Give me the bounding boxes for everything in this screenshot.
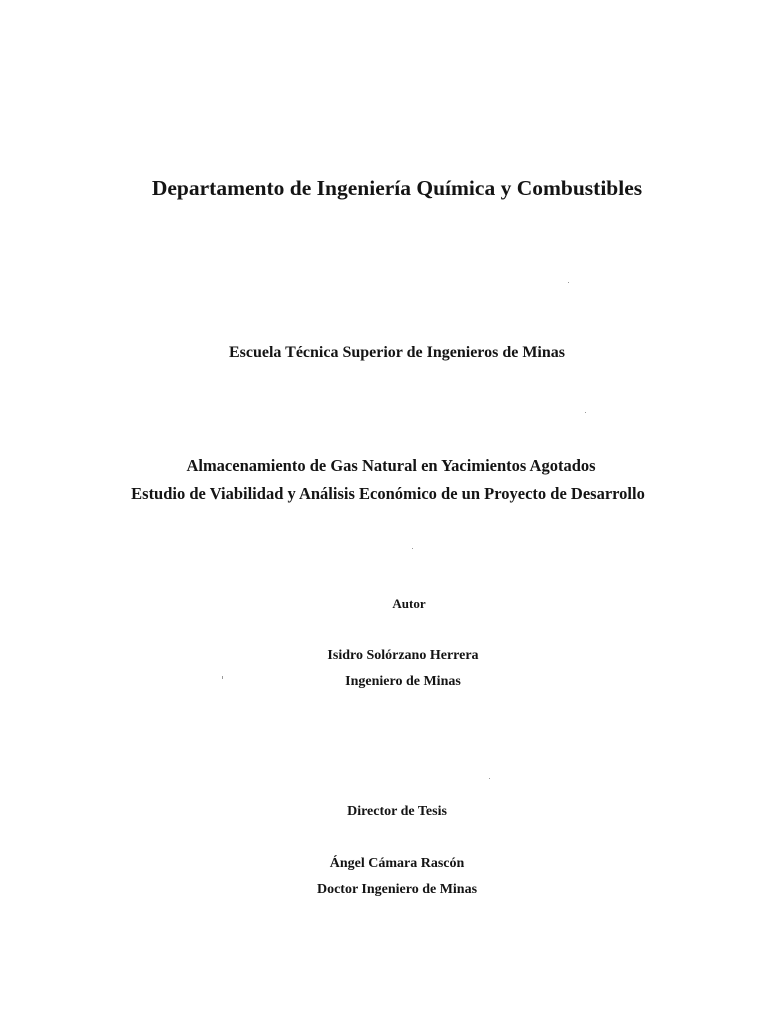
scan-speck	[222, 676, 223, 679]
school-heading: Escuela Técnica Superior de Ingenieros de Minas	[228, 344, 565, 361]
department-heading: Departamento de Ingeniería Química y Combustibles	[151, 176, 643, 200]
thesis-title-line-2: Estudio de Viabilidad y Análisis Económico de un Proyecto de Desarrollo	[131, 484, 645, 503]
director-label: Director de Tesis	[347, 804, 447, 819]
scan-speck	[412, 548, 413, 549]
author-title: Ingeniero de Minas	[345, 674, 461, 689]
scan-speck	[489, 778, 490, 779]
director-name: Ángel Cámara Rascón	[329, 856, 465, 871]
author-name: Isidro Solórzano Herrera	[327, 648, 479, 663]
author-label: Autor	[392, 596, 426, 611]
director-title: Doctor Ingeniero de Minas	[316, 882, 478, 897]
scan-speck	[585, 412, 586, 413]
thesis-title-line-1: Almacenamiento de Gas Natural en Yacimientos Agotados	[186, 456, 596, 475]
scan-speck	[568, 282, 569, 283]
